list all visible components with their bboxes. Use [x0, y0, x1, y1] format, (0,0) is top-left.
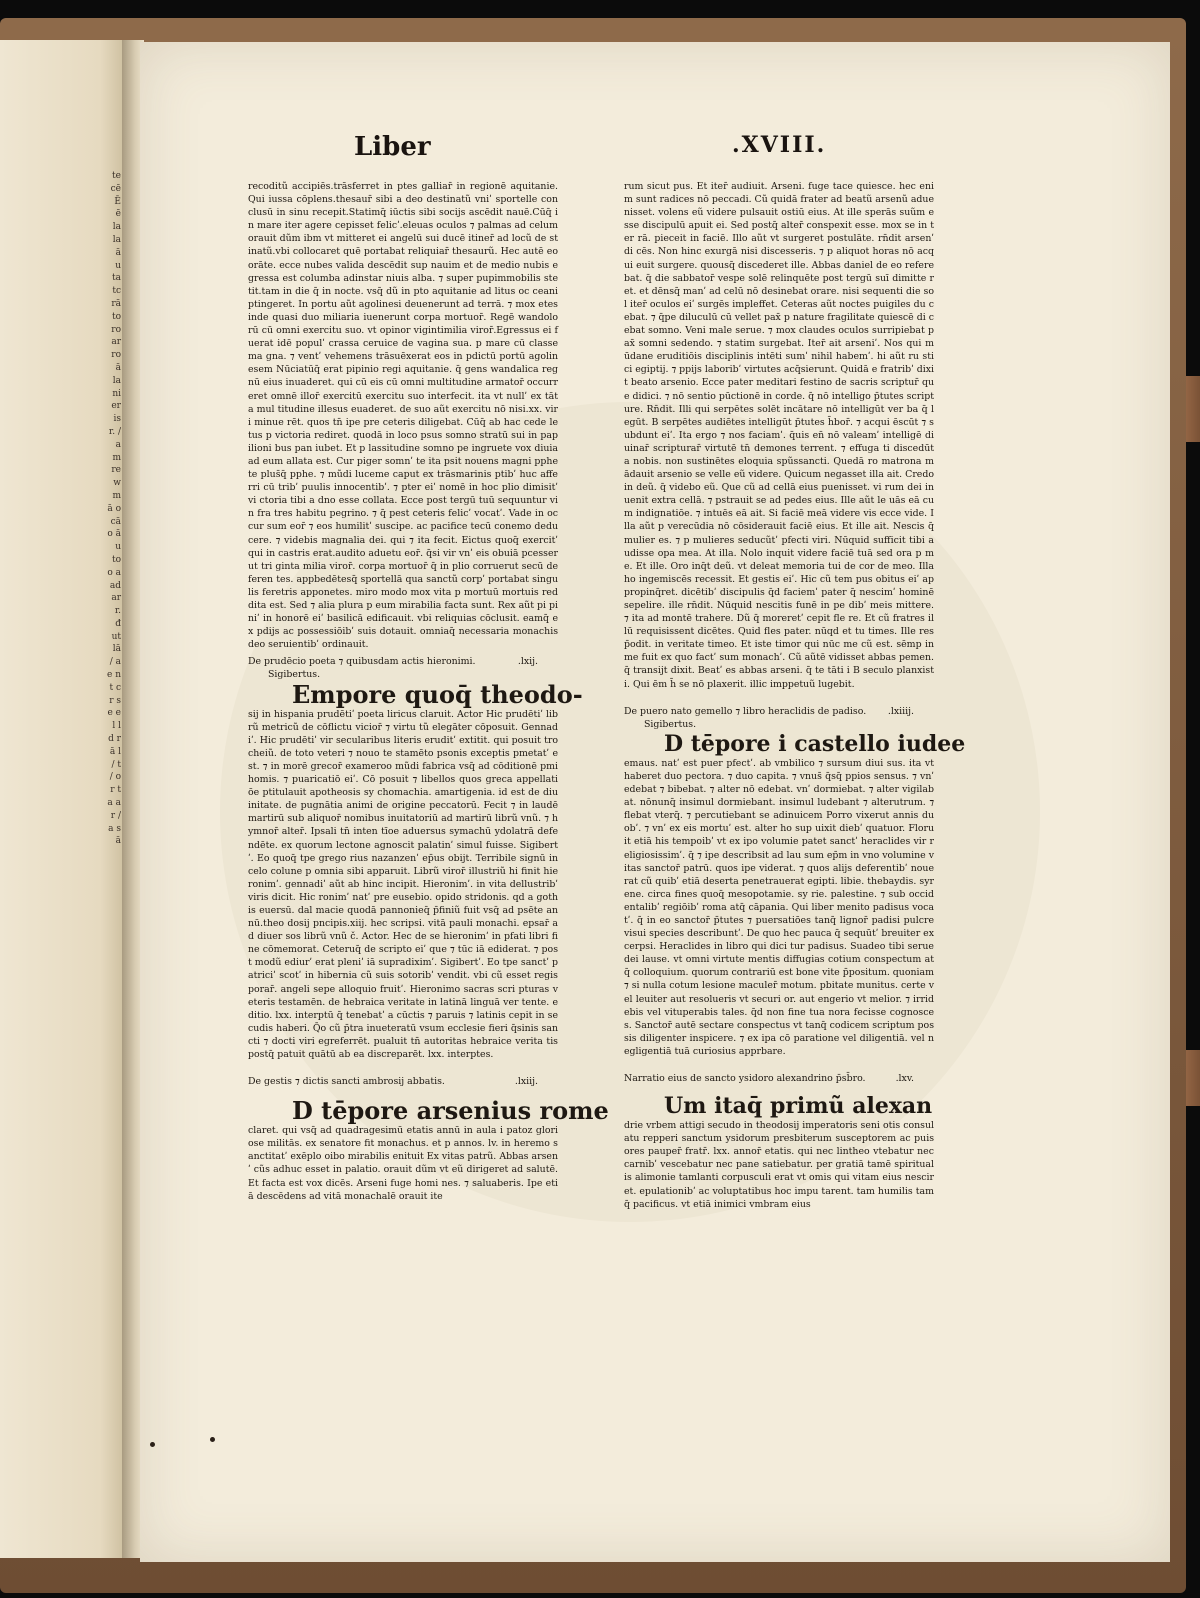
initial-line: D tēpore i castello iudee	[664, 730, 966, 757]
chapter-heading-lxv	[624, 1072, 934, 1085]
left-page-fragment	[0, 40, 125, 1558]
right-para-2: emaus. natʹ est puer pfectʹ. ab vmbilico ⁊ sursum diui sus. ita vt haberet duo pectora. ⁊ duo capita. ⁊ vnus̄ q̄sq̄ ppios sensus. ⁊ vnʹ edebat ⁊ bibebat. ⁊ alter nō edebat. vnʹ dormiebat. ⁊ alter vigilabat. nōnunq̄ insimul dormiebant. insimul ludebant ⁊ alterutrum. ⁊ flebat vterq̄. ⁊ percutiebant se adinuicem Porro vixerut annis duobʹ. ⁊ vnʹ ex eis mortuʹ est. alter ho sup uixit diebʹ quatuor. Floruit etiā his tempoibʹ vt ex ipo volumie patet sanctʹ heraclides vir religiosissimʹ. q̄ ⁊ ipe describsit ad lau sum ep̄m in vno volumine vitas sanctor̄ patrū. quos ipe viderat. ⁊ quos alijs deferentibʹ nouerat cũ quibʹ etiā deserta penetrauerat egipti. libie. thebaydis. syrene. circa fines quoq̄ mesopotamie. sy rie. palestine. ⁊ sub occidentalibʹ regiōibʹ roma atq̄ cāpania. Qui liber menito padisus vocatʹ. q̄ in eo sanctor̄ p̄tutes ⁊ puersatiōes tanq̄ lignor̄ padisi pulcre visui species describuntʹ. De quo hec pauca q̄ sequūtʹ breuiter excerpsi. Heraclides in libro qui dici tur padisus. Suadeo tibi serue dei lause. vt omni virtute mentis diffugias cotium conspectum atq̄ colloquium. quorum contrariū est bone vite p̄positum. quoniam ⁊ si nulla cotum lesione maculer̄ motum. pbitate munitus. certe vel leuiter aut resolueris vt securi or. aut engerio vt melior. ⁊ irridebis vel vituperabis tales. q̄d non fine tua nora fecisse cognosces. Sanctor̄ autē sectare conspectus vt tanq̄ codicem scriptum possis diligenter inspicere. ⁊ ex ipa cō paratione vel diligentiā. vel negligentiā tuā curiosius apprbare.	[624, 757, 935, 1057]
ink-spot	[210, 1437, 215, 1442]
running-head-right: .XVIII.	[732, 132, 827, 158]
chapter-heading-lxiii	[248, 1075, 558, 1088]
chapter-heading-text: De prudēcio poeta ⁊ quibusdam actis hieronimi.	[248, 656, 476, 668]
chapter-number: .lxv.	[895, 1073, 914, 1084]
right-column	[624, 180, 966, 1211]
chapter-number: .lxiij.	[514, 1076, 538, 1088]
right-page	[140, 42, 1170, 1562]
chapter-heading-text: De gestis ⁊ dictis sancti ambrosij abbatis.	[248, 1076, 445, 1088]
source-author: Sigibertus.	[268, 669, 321, 681]
chapter-heading-lxii	[248, 655, 558, 668]
right-para-1: rum sicut pus. Et iter̄ audiuit. Arseni. fuge tace quiesce. hec enim sunt radices nō peccadi. Cũ quidā frater ad beatũ arsenũ adue nisset. volens eũ videre pulsauit ostiū eius. At ille sperās suũm esse discipulū apuit ei. Sed postq̄ alter̄ conspexit esse. mox se in ter rā. pieceit in faciē. Illo aũt vt surgeret postulāte. rn̄dit arsenʹ di cēs. Non hinc exurgā nisi discesseris. ⁊ p aliquot horas nō acqui euit surgere. quousq̄ discederet ille. Abbas daniel de eo refere bat. q̄ die sabbator̄ vespe solē relinquēte post tergū suī dimitte ret. et dēnsq̄ manʹ ad celū nō desinebat orare. nisi sequenti die sol iter̄ oculos eiʹ surgēs impleffet. Ceteras aũt noctes puigiles du cebat. ⁊ q̄pe diluculū cū vellet pax̄ p nature fragilitate quiescē di cebat somno. Veni male serue. ⁊ mox claudes oculos surripiebat pax̄ somni sedendo. ⁊ statim surgebat. Iter̄ ait arseniʹ. Nos qui mūdane eruditiōis disciplinis intēti sumʹ nihil habemʹ. hi aũt ru stici egiptij. ⁊ ppijs laboribʹ virtutes acq̄sierunt. Quidā e fratribʹ dixit beato arsenio. Ecce pater meditari festino de sacris scriptur̄ que didici. ⁊ nō sentio pūctionē in corde. q̄ nō intelligo p̄tutes scripture. Rn̄dit. Illi qui serpētes solēt incātare nō intelligūt ver ba q̄ legūt. B serpētes audiētes intelligūt p̄tutes h̄bor̄. ⁊ acqui ēscūt ⁊ subdunt eiʹ. Ita ergo ⁊ nos faciamʹ. q̄uis en̄ nō valeamʹ intelligē diuinar̄ scripturar̄ virtutē tn̄ demones terrent. ⁊ effuga ti discedūt a nobis. non sustinētes eloquia spũssancti. Quedā ro matrona mādauit arsenio se velle eũ videre. Quicum negasset illa ait. Credo in deũ. q̄ videbo eũ. Que cũ ad cellā eius puenisset. vi rum dei inuenit extra cellā. ⁊ pstrauit se ad pedes eius. Ille aũt le uās eā cum indignatiōe. ⁊ intuēs eā ait. Si faciē meā videre vis ecce vide. Illa aũt p verecūdia nō cōsiderauit faciē eius. Et ille ait. Nescis q̄ mulier es. ⁊ p mulieres seducũtʹ pfecti viri. Nūquid sufficit tibi audisse opa mea. At illa. Nolo inquit videre faciē tuā sed ora p me. Et ille. Oro inq̄t deũ. vt deleat memoria tui de cor de meo. Illa ho ingemiscēs recessit. Et gestis eiʹ. Hic cũ tem pus obitus eiʹ appropinq̄ret. dicētibʹ discipulis q̄d faciemʹ pater q̄ nescimʹ hominē sepelire. ille rn̄dit. Nūquid nescitis funē in pe dibʹ meis mittere. ⁊ ita ad montē trahere. Dũ q̄ moreretʹ cepit fle re. Et cũ fratres illū requisissent dicētes. Quid fles pater. nūqd et tu times. Ille resp̄odit. in veritate timeo. Et iste timor qui nūc me cũ est. sēmp in me fuit ex quo factʹ sum monachʹ. Cũ aũtē vidisset abbas pemen. q̄ transijt dixit. Beatʹ es abbas arseni. q̄ te tāti i B seculo planxisti. Qui ēm h̄ se nō plaxerit. illic imppetuũ lugebit.	[624, 181, 934, 690]
initial-line: Empore quoq̄ theodo-	[292, 679, 583, 709]
initial-line: Um itaq̄ primũ alexan	[664, 1093, 933, 1120]
left-column	[248, 180, 609, 1203]
initial-line: D tēpore arsenius rome	[292, 1096, 609, 1126]
chapter-number: .lxij.	[517, 656, 538, 668]
right-para-3: drie vrbem attigi secudo in theodosij imperatoris seni otis consulatu repperi sanctum ysidorum presbiterum susceptorem ac puisores pauper̄ fratr̄. lxx. annor̄ etatis. qui nec lintheo vtebatur nec carnibʹ vescebatur nec pane satiebatur. per gratiā tamē spiritualis alimonie tamlanti corpusculi erat vt omis qui vitam eius nesciret. epulationibʹ ac voluptatibus hoc impu tarent. tam humilis tamq̄ pacificus. vt etiā inimici vmbram eius	[624, 1120, 934, 1210]
chapter-heading-lxiiii	[624, 705, 934, 718]
chapter-heading-text: De puero nato gemello ⁊ libro heraclidis de padiso.	[624, 705, 867, 717]
chapter-heading-text: Narratio eius de sancto ysidoro alexandrino p̄sb̄ro.	[624, 1073, 866, 1084]
left-para-1: recoditũ accipiēs.trāsferret in ptes galliar̄ in regionē aquitanie. Qui iussa cōplens.thesaur̄ sibi a deo destinatũ vniʹ sportelle con clusū in sinu recepit.Statimq̄ iūctis sibi socijs ascēdit nauē.Cūq̄ in mare iter agere cepisset felicʹ.eleuas oculos ⁊ palmas ad celum orauit dũm ibm vt mitteret ei angelū sui ducē itiner̄ ad locũ de stinatũ.vbi collocaret quē portabat reliquiar̄ thesaurũ. Hec autē eo orāte. ecce nubes valida descēdit sup nauim et de medio nubis egressa est columba adinstar niuis alba. ⁊ super pupimmobilis stetit.tam in die q̄ in nocte. vsq̄ dũ in pto aquitanie ad litus oc ceani ptingeret. In portu aũt agolinesi deuenerunt ad terrā. ⁊ mox etes inde quasi duo miliaria iuenerunt corpa mortuor̄. Regē wandolo rū cū omni exercitu suo. vt opinor vigintimilia viror̄.Egressus ei fuerat idē populʹ crassa ceruice de vagina sua. p mare cū classe ma gna. ⁊ ventʹ vehemens trāsuēxerat eos in pdictū portū agolinesem Nūciatūq̄ erat pipinio regi aquitanie. q̄ gens wandalica regnū eius inuaderet. qui cū eis cū omni multitudine armator̄ occurreret omnē illor̄ exercitū exercitu suo interfecit. ita vt nullʹ ex tāta mul titudine illesus euaderet. de suo aũt exercitu nō nisi.xx. viri minue rēt. quos tn̄ ipe pre ceteris diligebat. Cūq̄ ab hac cede letus p victoria rediret. quodā in loco psus somno stratū sui in papilioni bus pan iubet. Et p lassitudine somno pe ingruete vox diuia ad eum allata est. Cur piger somnʹ te ita psit nouens magni pphete plus̄q̄ pphe. ⁊ mũdi luceme caput ex trāsmarinis ptibʹ huc afferri cū tribʹ puulis innocentibʹ. ⁊ pter eiʹ nomē in hoc plio dimisitʹ vi ctoria tibi a dno esse collata. Ecce post tergū tuū sequuntur vin fra tres habitu pegrino. ⁊ q̄ pest ceteris felicʹ vocatʹ. Vade in occur sum eor̄ ⁊ eos humilitʹ suscipe. ac pacifice tecū conemo deducere. ⁊ videbis magnalia dei. qui ⁊ ita fecit. Eictus quoq̄ exercitʹ qui in castris erat.audito aduetu eor̄. q̄si vir vnʹ eis obuiā pcesserut tri ginta milia viror̄. corpa mortuor̄ q̄ in plio corruerut secū deferen tes. appbedētesq̄ sportellā qua sanctũ corpʹ portabat singu lis feretris apponetes. miro modo mox vita p mortuū mortuis red dita est. Sed ⁊ alia plura p eum mirabilia facta sunt. Rex aũt pi piniʹ in honorē eiʹ basilicā edificauit. vbi reliquias cōclusit. eamq̄ ex pdijs ac possessiōibʹ suis dotauit. omniaq̄ necessaria monachis deo seruientibʹ ordinauit.	[248, 181, 558, 651]
source-author: Sigibertus.	[644, 718, 697, 730]
running-head-left: Liber	[354, 132, 431, 162]
left-page-margin-text: te cē Ē ē la la ā u ta tc rā to ro ar ro ā la ni er is r. / a m re w m ā o cā o ā u to o a ad ar r. đ ut lā / a e n t c r s e e l l d r ā l / t / o r t a a r / a s ā	[107, 171, 121, 847]
ink-spot	[150, 1442, 155, 1447]
left-para-3: claret. qui vsq̄ ad quadragesimū etatis annū in aula i patoz gloriose militās. ex senatore fit monachus. et p annos. lv. in heremo sanctitatʹ exēplo oibo mirabilis enituit Ex vitas patrũ. Abbas arsenʹ cũs adhuc esset in palatio. orauit dũm vt eũ dirigeret ad salutē. Et facta est vox dicēs. Arseni fuge homi nes. ⁊ saluaberis. Ipe etiā descēdens ad vitā monachalē orauit ite	[248, 1125, 558, 1202]
chapter-number: .lxiiij.	[887, 705, 914, 717]
left-para-2: sij in hispania prudētiʹ poeta liricus claruit. Actor Hic prudētiʹ librũ metricũ de cōflictu vicior̄ ⁊ virtu tũ elegāter cōposuit. Gennadiʹ. Hic prudētiʹ vir secularibus literis eruditʹ extitit. qui posuit trocheiũ. de toto veteri ⁊ nouo te stamēto psonis exceptis pmetatʹ est. ⁊ in morē grecor̄ exameroo mũdi fabrica vsq̄ ad cōditionē pmi homis. ⁊ puaricatiō eiʹ. Cō posuit ⁊ libellos quos greca appellatiōe ptitulauit apotheosis sy chomachia. amartigenia. id est de diuinitate. de pugnātia animi de origine peccatorū. Fecit ⁊ in laudē martirū sub aliquor̄ nomibus inuitatoriū ad martirū librũ vnũ. ⁊ hymnor̄ alter̄. Ipsali tn̄ inten tīoe aduersus symachū ydolatrā defendēte. ex quorum lectone agnoscit palatinʹ simul fuisse. Sigibertʹ. Eo quoq̄ tpe grego rius nazanzenʹ ep̄us obijt. Terribile signū in celo colune p omnia sibi apparuit. Librũ viror̄ illustriũ hi finit hieronimʹ. gennadiʹ aũt ab hinc incipit. Hieronimʹ. in vita dellustribʹ viris dicit. Hic ronimʹ natʹ pre eusebio. opido stridonis. qd a gothis euersū. dal macie quodā pannonieq̄ p̄finiũ fuit vsq̄ ad psēte annū.theo dosij pncipis.xiij. hec scripsi. vitā pauli monachi. epsar̄ ad diuer sos librũ vnũ č. Actor. Hec de se hieronimʹ in pfati libri fine cōmemorat. Ceteruq̄ de scripto eiʹ que ⁊ tūc iā ediderat. ⁊ post modũ ediurʹ erat pleniʹ iā supradiximʹ. Sigibertʹ. Eo tpe sanctʹ patriciʹ scotʹ in hibernia cũ suis sotoribʹ vendit. vbi cũ esset regis porar̄. angeli sepe alloquio fruitʹ. Hieronimo sacras scri pturas veteris testamēn. de hebraica veritate in latinā linguā ver tente. editio. lxx. interptū q̄ tenebatʹ a cūctis ⁊ paruis ⁊ latinis cepit in secudis haberi. Q̄o cũ p̄tra inueteratū vsum ecclesie fieri q̄sinis sancti ⁊ docti viri egreferrēt. pualuit tn̄ autoritas hebraice verita tis postq̄ patuit quātū ab ea discreparēt. lxx. interptes.	[248, 708, 558, 1060]
